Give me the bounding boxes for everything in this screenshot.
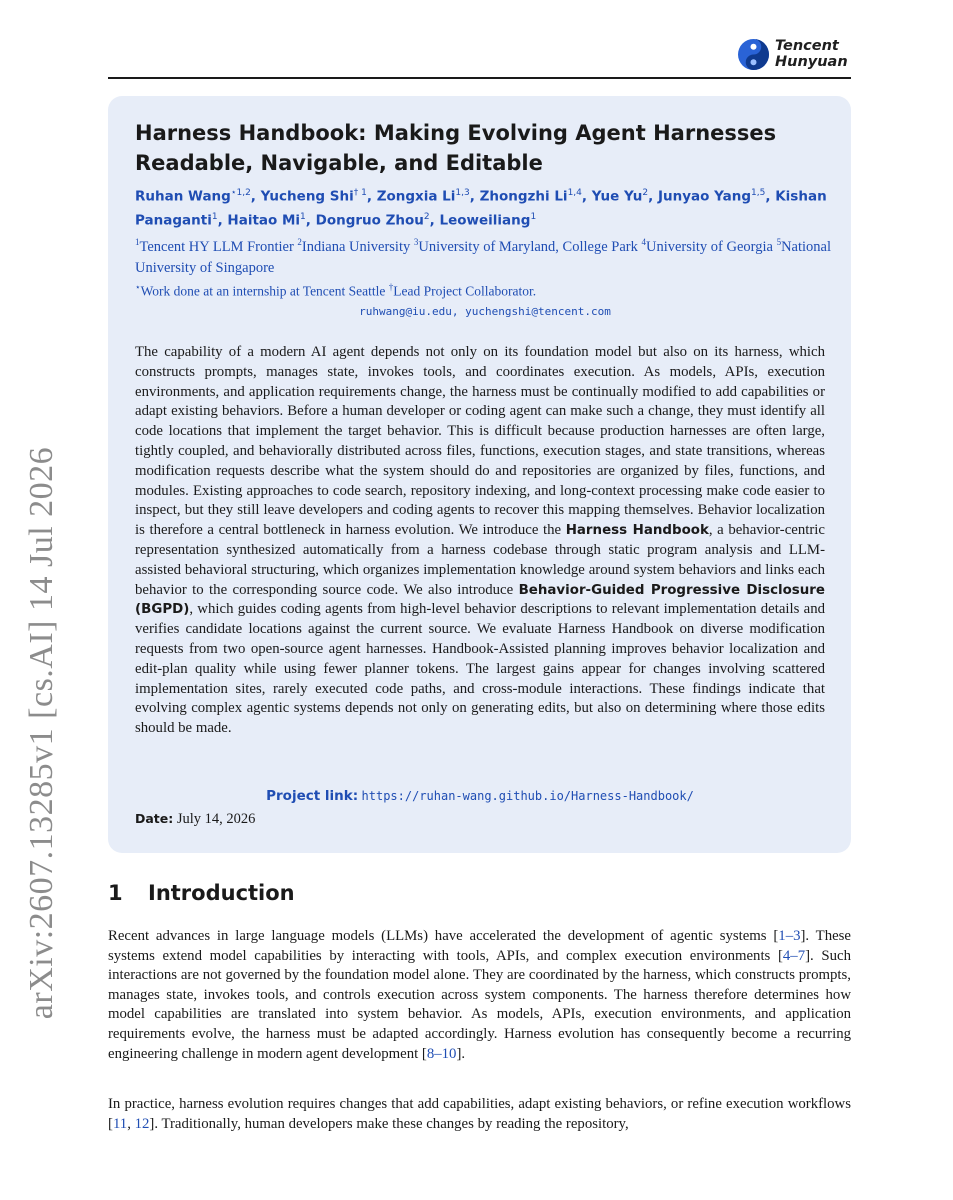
note-dagger-mark: † — [388, 282, 394, 292]
author-name[interactable]: Zhongzhi Li — [479, 188, 568, 205]
author-mark: 1 — [300, 211, 306, 222]
paragraph-text: ]. Traditionally, human developers make these changes by reading the repository, — [149, 1115, 629, 1132]
author-mark: † 1 — [353, 188, 367, 198]
paragraph-text: ]. — [456, 1045, 466, 1062]
abstract-highlight-bgpd: Behavior-Guided Progressive Disclosure (BGPD) — [135, 582, 825, 618]
author-name[interactable]: Yue Yu — [591, 188, 643, 205]
paragraph-text: ]. Such interactions are not governed by the foundation model alone. They are coordinated by the harness, which constructs prompts, manages state, invokes tools, and controls execution across system components. The harness therefore determines how model capabilities are translated into system behavior. As models, APIs, execution environments, and application requirements evolve, the harness must be adapted accordingly. Harness evolution has consequently become a recurring engineering challenge in modern agent development [ — [108, 947, 851, 1062]
project-link-url[interactable]: https://ruhan-wang.github.io/Harness-Handbook/ — [361, 789, 694, 803]
paragraph-text: In practice, harness evolution requires changes that add capabilities, adapt existing behaviors, or refine execution workflows [ — [108, 1096, 851, 1132]
citation-link[interactable]: 1–3 — [778, 928, 801, 944]
author-name[interactable]: Leoweiliang — [439, 212, 531, 228]
author-mark: 2 — [423, 211, 430, 222]
logo-text-line2: Hunyuan — [775, 53, 848, 70]
citation-separator: , — [127, 1115, 135, 1132]
affiliation-list — [135, 232, 835, 279]
author-name[interactable]: Haitao Mi — [227, 212, 301, 228]
paragraph-text: Recent advances in large language models (LLMs) have accelerated the development of agentic systems [ — [108, 928, 779, 944]
affiliation-name: Indiana University — [301, 238, 411, 255]
author-name[interactable]: Kishan Panaganti — [135, 188, 827, 228]
section-title: Introduction — [148, 881, 295, 905]
citation-link[interactable]: 4–7 — [782, 947, 806, 964]
section-number: 1 — [108, 881, 123, 905]
abstract-text — [135, 343, 825, 739]
author-name[interactable]: Yucheng Shi — [260, 188, 354, 205]
date-value: July 14, 2026 — [176, 811, 256, 827]
affiliation-number: 4 — [641, 237, 646, 247]
author-list: Ruhan Wang$^{⋆1,2}$, Yucheng Shi$^{\dagger 1}$, Zongxia Li$^{1,3}$, Zhongzhi Li$^{1,4}$, Yue Yu$^2$, Junyao Yang$^{1,5}$, Kishan Panaganti$^1$, Haitao Mi$^1$, Dongruo Zhou$^2$, Leoweiliang$^1$ — [135, 188, 827, 228]
project-link-label: Project link: — [266, 788, 359, 804]
tencent-hunyuan-logo-icon — [737, 38, 770, 71]
author-name[interactable]: Junyao Yang — [657, 188, 752, 205]
affiliation-name: University of Maryland, College Park — [418, 238, 638, 255]
note-star-mark: ⋆ — [135, 282, 141, 292]
citation-link[interactable]: 12 — [134, 1115, 150, 1132]
author-mark: 1 — [211, 211, 218, 222]
author-mark: 1 — [530, 211, 537, 222]
intro-paragraph-2 — [108, 1095, 851, 1134]
logo-text-line1: Tencent — [775, 38, 839, 54]
affiliation-name: National University of Singapore — [135, 238, 832, 276]
project-link-row — [135, 788, 825, 804]
abstract-highlight-harness-handbook: Harness Handbook — [565, 523, 709, 539]
author-mark: 1,3 — [455, 188, 470, 198]
abstract-part-1: The capability of a modern AI agent depends not only on its foundation model but also on its harness, which constructs prompts, manages state, invokes tools, and coordinates execution. As models, APIs, execution environments, and application requirements change, the harness must be continually modified to add capabilities or adapt existing behaviors. Before a human developer or coding agent can make such a change, they must identify all code locations that implement the target behavior. This is difficult because production harnesses are often large, tightly coupled, and behaviorally distributed across files, functions, execution stages, and state transitions, whereas modification requests describe what the system should do and repositories are organized by files, functions, and modules. Existing approaches to code search, repository indexing, and long-context processing make code easier to inspect, but they still leave developers and coding agents to recover this mapping themselves. Behavior localization is therefore a central bottleneck in harness evolution. We introduce the — [135, 344, 825, 539]
arxiv-identifier-stamp: arXiv:2607.13285v1 [cs.AI] 14 Jul 2026 — [23, 446, 60, 1020]
header-divider — [108, 77, 851, 79]
intro-paragraph-1 — [108, 927, 851, 1064]
author-mark: 1,5 — [751, 188, 766, 198]
author-name[interactable]: Dongruo Zhou — [315, 212, 424, 228]
affiliation-number: 2 — [297, 237, 302, 247]
author-mark: ⋆1,2 — [230, 188, 251, 198]
date-label: Date: — [135, 811, 174, 826]
affiliation-name: Tencent HY LLM Frontier — [139, 238, 294, 255]
affiliation-number: 5 — [776, 237, 782, 247]
note-internship: Work done at an internship at Tencent Seattle — [140, 283, 386, 299]
note-lead-collaborator: Lead Project Collaborator. — [393, 283, 537, 299]
abstract-part-2: , a behavior-centric representation synthesized automatically from a harness codebase through static program analysis and LLM-assisted behavioral structuring, which organizes implementation knowledge around system behaviors and links each behavior to the corresponding source code. We also introduce — [135, 522, 825, 598]
abstract-part-3: , which guides coding agents from high-level behavior descriptions to relevant implementation details and verifies candidate locations against the current source. We evaluate Harness Handbook on diverse modification requests from two open-source agent harnesses. Handbook-Assisted planning improves behavior localization and edit-plan quality while using fewer planner tokens. The largest gains appear for changes involving scattered implementation sites, rarely executed code paths, and cross-module interactions. These findings indicate that evolving complex agentic systems depends not only on generating edits, but also on determining where those edits should be made. — [135, 601, 825, 737]
section-heading-introduction — [108, 881, 295, 905]
author-name[interactable]: Zongxia Li — [376, 188, 456, 205]
date-row — [135, 811, 255, 828]
author-name[interactable]: Ruhan Wang — [135, 188, 231, 205]
contact-emails[interactable]: ruhwang@iu.edu, yuchengshi@tencent.com — [359, 305, 611, 318]
tencent-hunyuan-logo — [737, 38, 857, 72]
paper-title: Harness Handbook: Making Evolving Agent Harnesses Readable, Navigable, and Editable — [135, 121, 777, 175]
paragraph-text: ]. These systems extend model capabilities by interacting with tools, APIs, and complex execution environments [ — [108, 928, 852, 964]
affiliation-name: University of Georgia — [645, 238, 773, 255]
author-notes — [135, 278, 835, 301]
citation-link[interactable]: 8–10 — [426, 1045, 457, 1062]
citation-link[interactable]: 11 — [112, 1115, 128, 1132]
author-mark: 2 — [642, 188, 649, 198]
author-mark: 1,4 — [567, 188, 582, 198]
affiliation-number: 1 — [135, 237, 140, 247]
affiliation-number: 3 — [413, 237, 419, 247]
